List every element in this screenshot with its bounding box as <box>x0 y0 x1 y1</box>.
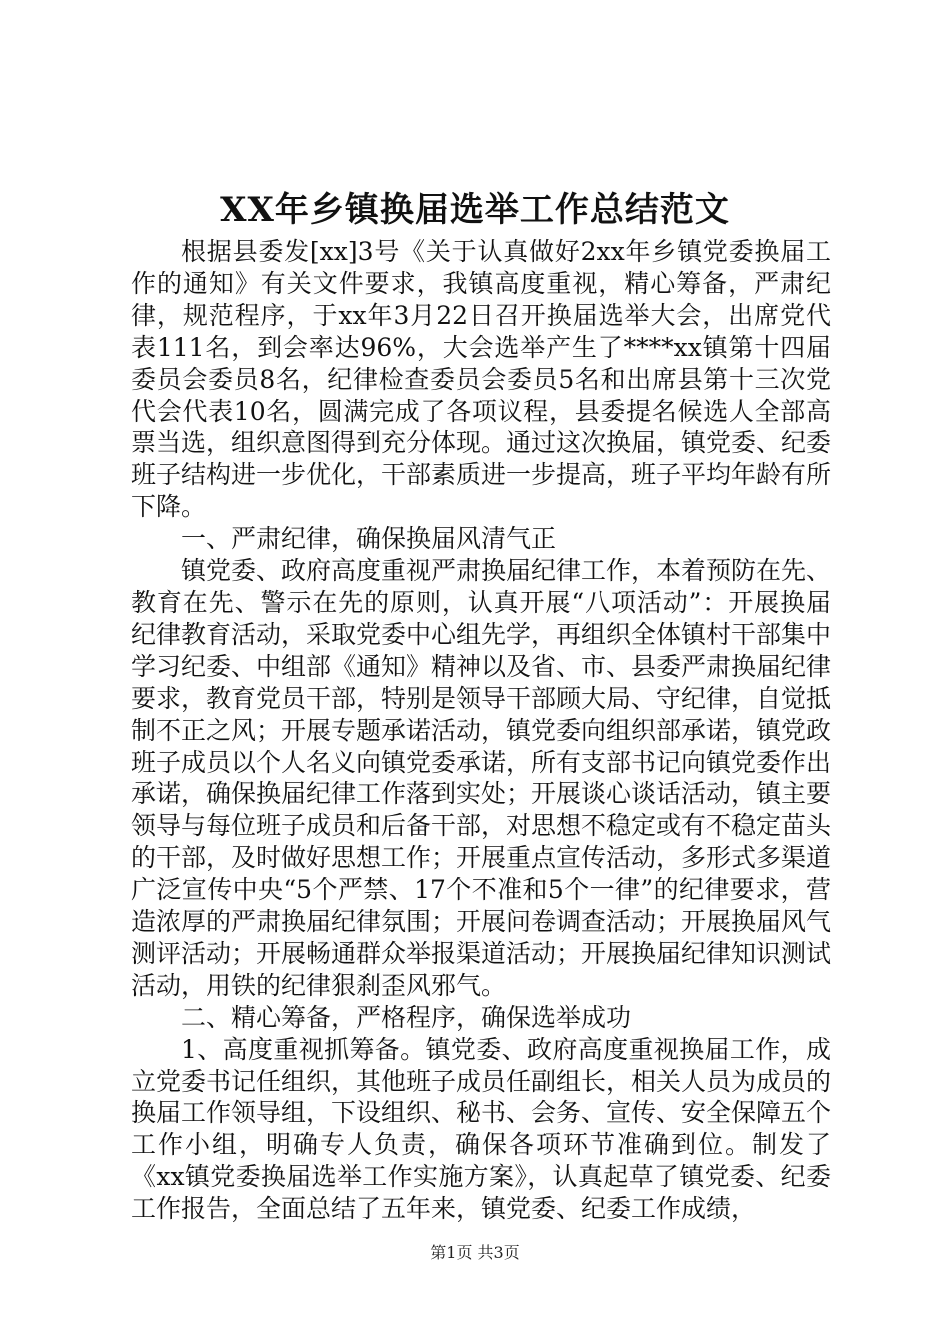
paragraph-preparation: 1、高度重视抓筹备。镇党委、政府高度重视换届工作，成立党委书记任组织，其他班子成员任副组长，相关人员为成员的换届工作领导组，下设组织、秘书、会务、宣传、安全保障五个工作小组，明确专人负责，确保各项环节准确到位。制发了《xx镇党委换届选举工作实施方案》，认真起草了镇党委、纪委工作报告，全面总结了五年来，镇党委、纪委工作成绩， <box>131 1034 832 1224</box>
paragraph-intro: 根据县委发[xx]3号《关于认真做好2xx年乡镇党委换届工作的通知》有关文件要求，我镇高度重视，精心筹备，严肃纪律，规范程序，于xx年3月22日召开换届选举大会，出席党代表111名，到会率达96%，大会选举产生了****xx镇第十四届委员会委员8名，纪律检查委员会委员5名和出席县第十三次党代会代表10名，圆满完成了各项议程，县委提名候选人全部高票当选，组织意图得到充分体现。通过这次换届，镇党委、纪委班子结构进一步优化，干部素质进一步提高，班子平均年龄有所下降。 <box>131 237 832 522</box>
document-title: XX年乡镇换届选举工作总结范文 <box>220 190 730 230</box>
page-footer: 第1页 共3页 <box>430 1243 520 1262</box>
section-heading-2: 二、精心筹备，严格程序，确保选举成功 <box>181 1002 632 1032</box>
paragraph-discipline: 镇党委、政府高度重视严肃换届纪律工作，本着预防在先、教育在先、警示在先的原则，认真开展“八项活动”：开展换届纪律教育活动，采取党委中心组先学，再组织全体镇村干部集中学习纪委、中组部《通知》精神以及省、市、县委严肃换届纪律要求，教育党员干部，特别是领导干部顾大局、守纪律，自觉抵制不正之风；开展专题承诺活动，镇党委向组织部承诺，镇党政班子成员以个人名义向镇党委承诺，所有支部书记向镇党委作出承诺，确保换届纪律工作落到实处；开展谈心谈话活动，镇主要领导与每位班子成员和后备干部，对思想不稳定或有不稳定苗头的干部，及时做好思想工作；开展重点宣传活动，多形式多渠道广泛宣传中央“5个严禁、17个不准和5个一律”的纪律要求，营造浓厚的严肃换届纪律氛围；开展问卷调查活动；开展换届风气测评活动；开展畅通群众举报渠道活动；开展换届纪律知识测试活动，用铁的纪律狠刹歪风邪气。 <box>131 556 832 1000</box>
document-body <box>131 236 831 1225</box>
section-heading-1: 一、严肃纪律，确保换届风清气正 <box>181 524 557 554</box>
